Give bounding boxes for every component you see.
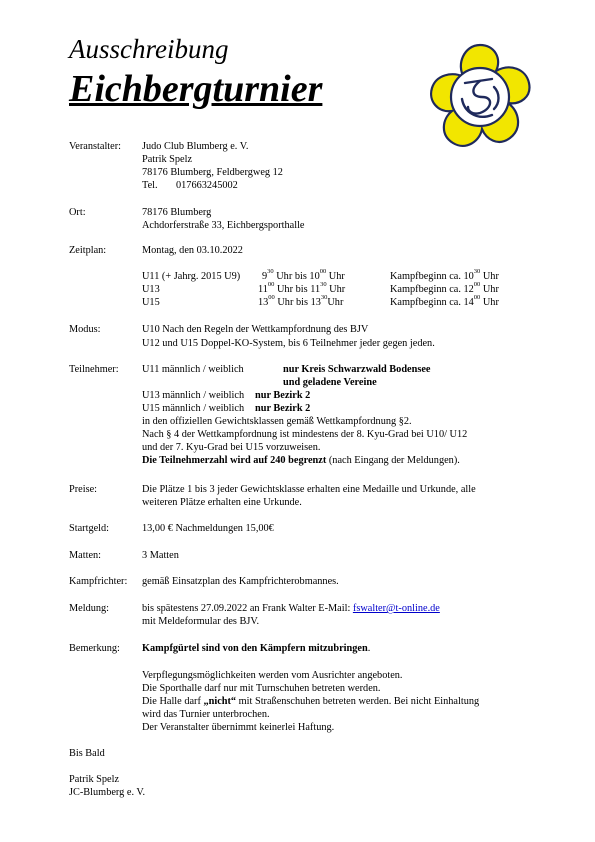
veranstalter-line-2: Patrik Spelz: [142, 154, 193, 165]
modus-line-1: U10 Nach den Regeln der Wettkampfordnung des BJV: [142, 324, 369, 335]
ort-line-1: 78176 Blumberg: [142, 207, 212, 218]
label-bemerkung: Bemerkung:: [69, 643, 120, 654]
label-zeitplan: Zeitplan:: [69, 245, 107, 256]
teilnehmer-class: U15 männlich / weiblich: [142, 403, 245, 414]
label-matten: Matten:: [69, 550, 102, 561]
bemerkung-line: Der Veranstalter übernimmt keinerlei Haftung.: [142, 722, 335, 733]
preise-line-1: Die Plätze 1 bis 3 jeder Gewichtsklasse erhalten eine Medaille und Urkunde, alle: [142, 484, 476, 495]
teilnehmer-line: Nach § 4 der Wettkampfordnung ist mindestens der 8. Kyu-Grad bei U10/ U12: [142, 429, 468, 440]
kampfrichter-text: gemäß Einsatzplan des Kampfrichterobmannes.: [142, 576, 339, 587]
label-veranstalter: Veranstalter:: [69, 141, 122, 152]
veranstalter-line-1: Judo Club Blumberg e. V.: [142, 141, 249, 152]
zeitplan-kampfbeginn: Kampfbeginn ca. $14^{00}$ Uhr: [390, 294, 499, 308]
closing-greeting: Bis Bald: [69, 748, 105, 759]
zeitplan-time: $13^{00}$ Uhr bis $13^{30}Uhr$: [258, 294, 344, 308]
email-link[interactable]: fswalter@t-online.de: [352, 603, 440, 614]
zeitplan-group: U11 (+ Jahrg. 2015 U9): [142, 271, 241, 282]
veranstalter-line-3: 78176 Blumberg, Feldbergweg 12: [142, 167, 283, 178]
preise-line-2: weiteren Plätze erhalten eine Urkunde.: [142, 497, 302, 508]
bemerkung-bold: Kampfgürtel sind von den Kämpfern mitzubringen.: [142, 643, 371, 654]
teilnehmer-class: U13 männlich / weiblich: [142, 390, 245, 401]
label-meldung: Meldung:: [69, 603, 110, 614]
teilnehmer-line: und der 7. Kyu-Grad bei U15 vorzuweisen.: [142, 442, 321, 453]
teilnehmer-scope: und geladene Vereine: [283, 377, 377, 388]
teilnehmer-scope: nur Bezirk 2: [255, 403, 311, 414]
label-preise: Preise:: [69, 484, 98, 495]
signature-name: Patrik Spelz: [69, 774, 120, 785]
zeitplan-group: U15: [142, 297, 160, 308]
tel-number: 017663245002: [176, 180, 238, 191]
modus-line-2: U12 und U15 Doppel-KO-System, bis 6 Teilnehmer jeder gegen jeden.: [142, 338, 435, 349]
club-logo: [420, 37, 540, 157]
meldung-line-2: mit Meldeformular des BJV.: [142, 616, 260, 627]
label-modus: Modus:: [69, 324, 101, 335]
meldung-line-1: bis spätestens 27.09.2022 an Frank Walter E-Mail: fswalter@t-online.de: [142, 603, 440, 614]
zeitplan-group: U13: [142, 284, 160, 295]
title-line-1: Ausschreibung: [69, 34, 229, 64]
ort-line-2: Achdorferstraße 33, Eichbergsporthalle: [142, 220, 305, 231]
teilnehmer-limit: Die Teilnehmerzahl wird auf 240 begrenzt (nach Eingang der Meldungen).: [142, 455, 460, 466]
bemerkung-halle: Die Halle darf „nicht“ mit Straßenschuhen betreten werden. Bei nicht Einhaltung: [142, 696, 480, 707]
bemerkung-line: Verpflegungsmöglichkeiten werden vom Ausrichter angeboten.: [142, 670, 403, 681]
teilnehmer-line: in den offiziellen Gewichtsklassen gemäß Wettkampfordnung §2.: [142, 416, 412, 427]
teilnehmer-class: U11 männlich / weiblich: [142, 364, 244, 375]
zeitplan-kampfbeginn: Kampfbeginn ca. $12^{00}$ Uhr: [390, 281, 499, 295]
matten-text: 3 Matten: [142, 550, 179, 561]
zeitplan-time: $9^{30}$ Uhr bis $10^{00}$ Uhr: [262, 268, 345, 282]
tel-label: Tel.: [142, 180, 158, 191]
zeitplan-time: $11^{00}$ Uhr bis $11^{30}$ Uhr: [258, 281, 346, 295]
bemerkung-line: Die Sporthalle darf nur mit Turnschuhen betreten werden.: [142, 683, 381, 694]
label-startgeld: Startgeld:: [69, 523, 110, 534]
bemerkung-line: wird das Turnier unterbrochen.: [142, 709, 270, 720]
startgeld-text: 13,00 € Nachmeldungen 15,00€: [142, 523, 274, 534]
zeitplan-date: Montag, den 03.10.2022: [142, 245, 243, 256]
label-ort: Ort:: [69, 207, 86, 218]
teilnehmer-scope: nur Bezirk 2: [255, 390, 311, 401]
teilnehmer-scope: nur Kreis Schwarzwald Bodensee: [283, 364, 431, 375]
signature-club: JC-Blumberg e. V.: [69, 787, 146, 798]
label-kampfrichter: Kampfrichter:: [69, 576, 128, 587]
zeitplan-kampfbeginn: Kampfbeginn ca. $10^{30}$ Uhr: [390, 268, 499, 282]
label-teilnehmer: Teilnehmer:: [69, 364, 119, 375]
title-line-2: Eichbergturnier: [69, 68, 323, 110]
